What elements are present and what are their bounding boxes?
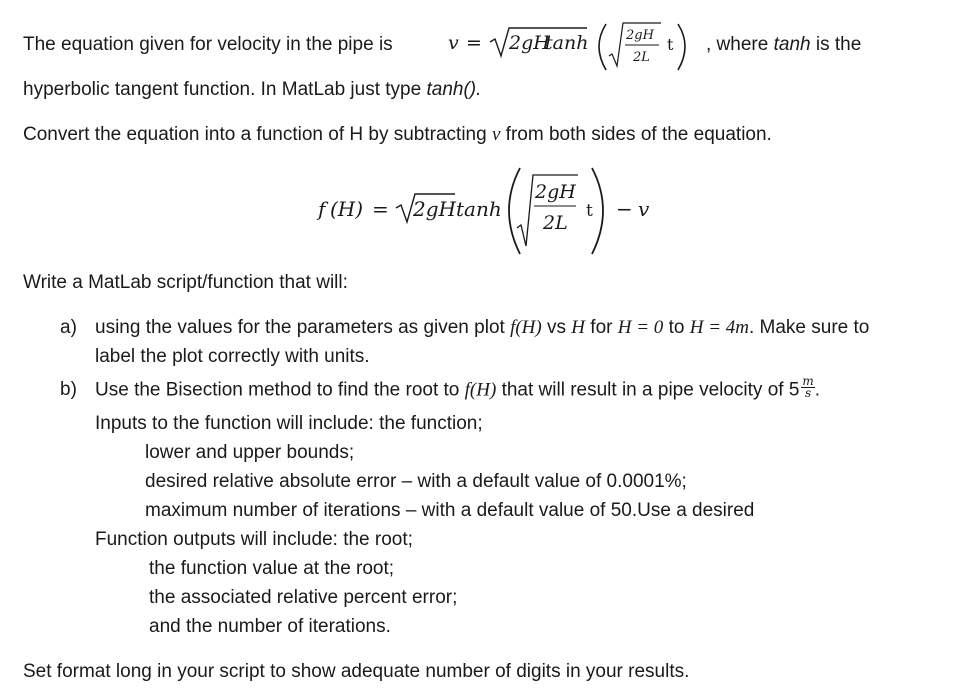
item-a-to: to [663,317,690,338]
inputs-item-3: maximum number of iterations – with a default value of 50.Use a desired [145,500,755,521]
intro-v: v [491,124,501,145]
eq2-lhs-arg: (H) [330,197,364,221]
item-b-fH: f(H) [464,379,497,401]
inputs-item-1: lower and upper bounds; [145,442,355,463]
item-a-end: . Make sure to [748,317,870,338]
item-b-text: Use the Bisection method to find the root to [95,379,465,401]
intro-line-3 [23,124,772,146]
eq1-right-paren [678,24,685,70]
item-a-for: for [585,317,618,338]
footer-instruction: Set format long in your script to show adequate number of digits in your results. [23,661,690,682]
eq2-equals: = [372,197,389,221]
unit-num: m [802,374,814,388]
intro-text-3b: from both sides of the equation. [500,124,772,145]
eq2-minus: − [616,197,633,221]
outputs-item-3: and the number of iterations. [149,616,391,637]
inputs-title: Inputs to the function will include: the function; [95,413,483,434]
velocity-equation [446,16,696,76]
item-a-range-start: H = 0 [617,317,664,338]
item-a-text: using the values for the parameters as given plot [95,317,511,338]
inputs-item-2: desired relative absolute error – with a default value of 0.0001%; [145,471,687,492]
intro-line-1-end [706,34,861,56]
eq2-frac-num: 2gH [535,181,576,203]
intro-text-is-the: is the [810,34,862,55]
item-b-text-2: that will result in a pipe velocity of 5 [496,379,800,401]
intro-tanh: tanh [773,34,811,55]
velocity-unit-fraction [801,376,814,399]
item-b-label: b) [60,379,77,400]
item-b-period: . [814,379,821,401]
item-a-vs: vs [541,317,572,338]
eq2-t: t [586,201,593,221]
eq2-left-paren [509,168,520,254]
item-a-fH: f(H) [510,317,542,338]
eq1-equals: = [466,32,482,54]
unit-den: s [805,386,812,400]
eq1-lhs: v [448,32,459,54]
item-b-line-1 [95,374,821,402]
intro-text-where: , where [706,34,774,55]
task-intro: Write a MatLab script/function that will: [23,272,348,293]
eq2-lhs-f: f [318,197,326,221]
outputs-title: Function outputs will include: the root; [95,529,413,550]
item-a-range-end: H = 4m [689,317,749,338]
intro-text-2: hyperbolic tangent function. In MatLab just type [23,79,427,100]
eq1-fn: tanh [545,32,589,54]
item-a-label: a) [60,317,77,338]
eq2-fn: tanh [456,197,502,221]
eq2-sqrt-arg: 2gH [413,197,456,221]
eq1-frac-den: 2L [633,50,650,65]
eq1-left-paren [599,24,606,70]
outputs-item-2: the associated relative percent error; [149,587,458,608]
eq1-sqrt-arg: 2gH [509,32,550,54]
intro-text-3: Convert the equation into a function of H by subtracting [23,124,492,145]
item-a-H: H [571,317,586,338]
function-equation [312,162,672,257]
intro-line-1 [23,34,393,56]
eq2-frac-den: 2L [543,212,568,234]
item-a-line-2: label the plot correctly with units. [95,346,370,367]
item-a-line-1 [95,317,869,339]
eq2-right-paren [592,168,603,254]
intro-tanh-code: tanh(). [426,79,482,100]
intro-line-2 [23,79,481,101]
outputs-item-1: the function value at the root; [149,558,395,579]
eq1-frac-num: 2gH [626,28,654,43]
eq2-v: v [638,197,650,221]
intro-text: The equation given for velocity in the pipe is [23,34,393,55]
eq1-t: t [667,35,674,54]
